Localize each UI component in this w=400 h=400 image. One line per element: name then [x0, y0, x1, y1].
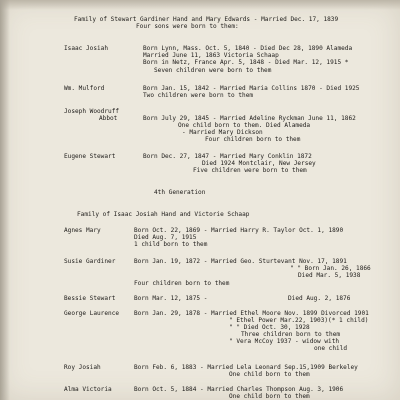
entry-name: Susie Gardiner [64, 258, 116, 265]
entry-line: Born Lynn, Mass. Oct. 5, 1840 - Died Dec 28, 1890 Alameda [143, 45, 353, 52]
entry-name: George Laurence [64, 310, 120, 317]
entry-line: Born Mar. 12, 1875 - [134, 295, 208, 302]
entry-line: Four children born to them [205, 136, 301, 143]
entry-line: Born Jan. 15, 1842 - Married Maria Collins 1870 - Died 1925 [143, 85, 360, 92]
entry-line: " Vera McCoy 1937 - widow with [229, 338, 340, 345]
gen3-subheading: Four sons were born to them: [136, 23, 239, 30]
entry-name: Bessie Stewart [64, 295, 116, 302]
entry-line: 1 child born to them [134, 241, 208, 248]
entry-line: Died Aug. 2, 1876 [288, 295, 351, 302]
entry-line: Five children were born to them [193, 167, 307, 174]
entry-name: Abbot [99, 115, 118, 122]
entry-line: Died 1924 Montclair, New Jersey [202, 160, 316, 167]
entry-line: " " Born Jan. 26, 1866 [290, 265, 371, 272]
entry-line: One child born to them. Died Alameda [178, 122, 311, 129]
entry-line: One child born to them [229, 393, 310, 400]
entry-line: " Ethel Power Mar.22, 1903)(* 1 child) [229, 317, 369, 324]
entry-name: Roy Josiah [64, 364, 101, 371]
entry-name: Joseph Woodruff [64, 108, 120, 115]
entry-line: Two children were born to them [143, 92, 254, 99]
entry-line: Married June 11, 1863 Victoria Schaap [143, 52, 279, 59]
entry-line: - Married Mary Dickson [182, 129, 263, 136]
entry-line: Died Mar. 5, 1938 [298, 272, 361, 279]
entry-line: One child born to them [229, 371, 310, 378]
entry-line: Born Oct. 22, 1869 - Married Harry R. Taylor Oct. 1, 1890 [134, 227, 344, 234]
entry-line: Three children born to them [241, 331, 341, 338]
page-shadow-left [0, 0, 10, 400]
entry-line: Four children born to them [134, 280, 230, 287]
entry-line: Born Dec. 27, 1847 - Married Mary Conklin 1872 [143, 153, 312, 160]
entry-line: Seven children were born to them [154, 67, 272, 74]
entry-line: one child [314, 345, 348, 352]
gen4-heading: Family of Isaac Josiah Hand and Victorie Schaap [77, 211, 250, 218]
entry-name: Agnes Mary [64, 227, 101, 234]
entry-line: Born Jan. 29, 1878 - Married Ethel Moore Nov. 1899 Divorced 1901 [134, 310, 369, 317]
entry-name: Alma Victoria [64, 386, 112, 393]
entry-line: Born in Netz, France Apr. 5, 1848 - Died Mar. 12, 1915 * [143, 59, 349, 66]
entry-name: Isaac Josiah [64, 45, 109, 52]
gen3-heading: Family of Stewart Gardiner Hand and Mary Edwards - Married Dec. 17, 1839 [74, 16, 339, 23]
entry-line: Born Oct. 5, 1884 - Married Charles Thompson Aug. 3, 1906 [134, 386, 344, 393]
entry-line: " " Died Oct. 30, 1928 [229, 324, 310, 331]
page-shadow-top [0, 0, 400, 10]
entry-name: Wm. Mulford [64, 85, 105, 92]
entry-line: Died Aug. 7, 1915 [134, 234, 197, 241]
entry-name: Eugene Stewart [64, 153, 116, 160]
gen4-title: 4th Generation [154, 189, 206, 196]
entry-line: Born Jan. 19, 1872 - Married Geo. Sturtevant Nov. 17, 1891 [134, 258, 347, 265]
entry-line: Born July 29, 1845 - Married Adeline Ryckman June 11, 1862 [143, 115, 356, 122]
entry-line: Born Feb. 6, 1883 - Married Lela Leonard Sep.15,1909 Berkeley [134, 364, 358, 371]
